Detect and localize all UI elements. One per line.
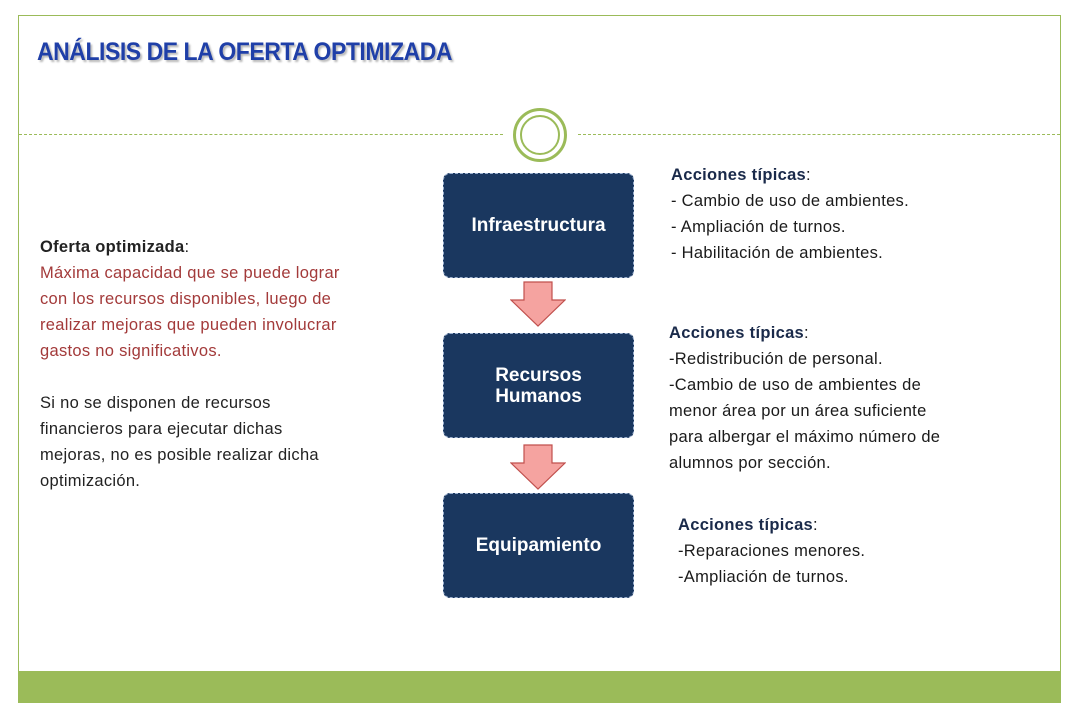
definition-colon: : xyxy=(184,238,190,256)
action-item: alumnos por sección. xyxy=(669,454,831,472)
flow-box-label-line1: Recursos xyxy=(495,364,582,386)
action-item: - Ampliación de turnos. xyxy=(671,218,846,236)
actions-heading: Acciones típicas xyxy=(669,324,805,342)
definition-line: realizar mejoras que pueden involucrar xyxy=(40,316,337,334)
flow-box-label-line1: Equipamiento xyxy=(475,535,602,556)
down-arrow-shape xyxy=(511,282,565,326)
actions-heading: Acciones típicas xyxy=(671,166,807,184)
flow-box-label xyxy=(476,535,602,556)
action-item: - Habilitación de ambientes. xyxy=(671,244,884,262)
flow-box-equipamiento xyxy=(443,493,634,598)
flow-box-label-line2: Humanos xyxy=(495,385,582,407)
definition-block xyxy=(40,234,425,494)
flow-box-recursos-humanos xyxy=(443,333,634,438)
action-item: -Reparaciones menores. xyxy=(678,542,866,560)
actions-colon: : xyxy=(806,166,811,184)
actions-heading-line xyxy=(671,162,909,188)
actions-infraestructura xyxy=(671,162,909,266)
action-item: -Ampliación de turnos. xyxy=(678,568,849,586)
actions-heading-line xyxy=(669,320,1029,346)
ring-inner xyxy=(520,115,560,155)
actions-heading-line xyxy=(678,512,865,538)
action-item: menor área por un área suficiente xyxy=(669,402,927,420)
actions-recursos-humanos xyxy=(669,320,1029,476)
note-line: financieros para ejecutar dichas xyxy=(40,420,283,438)
down-arrow-icon xyxy=(510,281,566,327)
actions-colon: : xyxy=(813,516,818,534)
definition-heading: Oferta optimizada xyxy=(40,238,185,256)
divider-left xyxy=(19,134,503,135)
action-item: - Cambio de uso de ambientes. xyxy=(671,192,909,210)
actions-colon: : xyxy=(804,324,809,342)
flow-box-infraestructura xyxy=(443,173,634,278)
divider-right xyxy=(578,134,1060,135)
note-line: mejoras, no es posible realizar dicha xyxy=(40,446,319,464)
flow-box-label-line1: Infraestructura xyxy=(471,215,606,236)
down-arrow-icon xyxy=(510,444,566,490)
paragraph-gap xyxy=(40,364,425,390)
footer-bar xyxy=(19,671,1060,702)
flow-box-label xyxy=(471,215,605,236)
action-item: para albergar el máximo número de xyxy=(669,428,941,446)
actions-equipamiento xyxy=(678,512,865,590)
definition-line: Máxima capacidad que se puede lograr xyxy=(40,264,340,282)
flow-box-label xyxy=(495,365,582,407)
note-line: optimización. xyxy=(40,472,141,490)
definition-heading-line xyxy=(40,234,425,260)
actions-heading: Acciones típicas xyxy=(678,516,814,534)
definition-line: con los recursos disponibles, luego de xyxy=(40,290,332,308)
down-arrow-shape xyxy=(511,445,565,489)
slide-title: ANÁLISIS DE LA OFERTA OPTIMIZADA xyxy=(37,38,453,66)
definition-line: gastos no significativos. xyxy=(40,342,222,360)
ring-ornament-icon xyxy=(513,108,567,162)
action-item: -Cambio de uso de ambientes de xyxy=(669,376,922,394)
action-item: -Redistribución de personal. xyxy=(669,350,883,368)
note-line: Si no se disponen de recursos xyxy=(40,394,271,412)
